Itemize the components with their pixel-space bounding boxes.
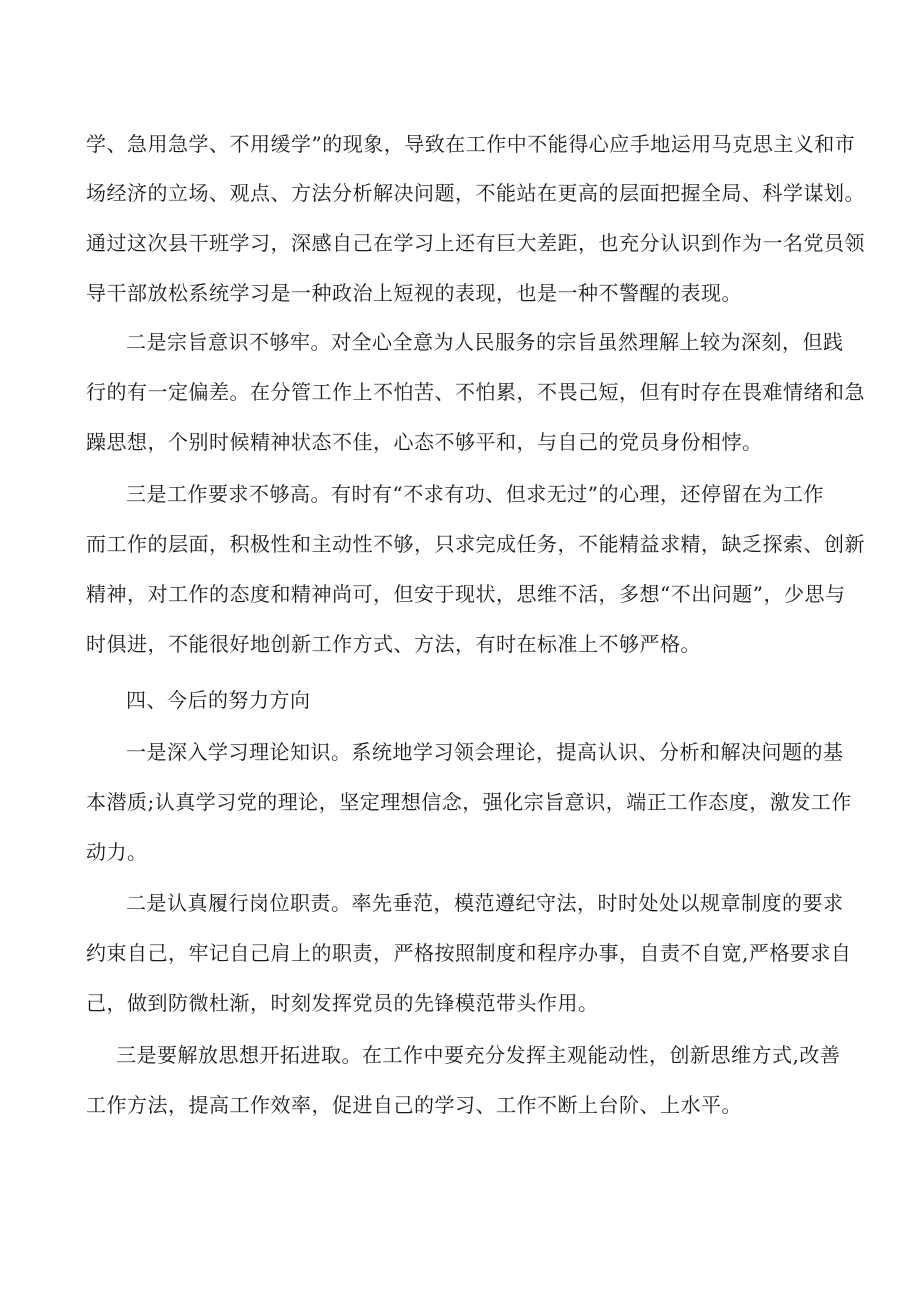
paragraph-heading-line: 二是认真履行岗位职责。率先垂范，模范遵纪守法，时时处处以规章制度的要求: [126, 891, 844, 915]
text-line: 工作方法，提高工作效率，促进自己的学习、工作不断上台阶、上水平。: [86, 1093, 742, 1117]
text-line: 通过这次县干班学习，深感自己在学习上还有巨大差距，也充分认识到作为一名党员领: [86, 231, 865, 255]
text-line: 行的有一定偏差。在分管工作上不怕苦、不怕累，不畏己短，但有时存在畏难情绪和急: [86, 380, 865, 404]
paragraph-heading-line: 三是工作要求不够高。有时有“不求有功、但求无过”的心理，还停留在为工作: [126, 482, 824, 506]
text-line: 本潜质;认真学习党的理论，坚定理想信念，强化宗旨意识，端正工作态度，激发工作: [86, 790, 852, 814]
text-line: 己，做到防微杜渐，时刻发挥党员的先锋模范带头作用。: [86, 991, 599, 1015]
paragraph-heading-line: 一是深入学习理论知识。系统地学习领会理论，提高认识、分析和解决问题的基: [126, 740, 844, 764]
text-line: 精神，对工作的态度和精神尚可，但安于现状，思维不活，多想“不出问题”，少思与: [86, 582, 846, 606]
text-line: 而工作的层面，积极性和主动性不够，只求完成任务，不能精益求精，缺乏探索、创新: [86, 532, 865, 556]
text-line: 时俱进，不能很好地创新工作方式、方法，有时在标准上不够严格。: [86, 632, 701, 656]
text-line: 导干部放松系统学习是一种政治上短视的表现，也是一种不警醒的表现。: [86, 281, 742, 305]
text-line: 躁思想，个别时候精神状态不佳，心态不够平和，与自己的党员身份相悖。: [86, 430, 763, 454]
text-line: 动力。: [86, 840, 148, 864]
section-heading: 四、今后的努力方向: [126, 688, 311, 712]
paragraph-heading-line: 二是宗旨意识不够牢。对全心全意为人民服务的宗旨虽然理解上较为深刻，但践: [126, 330, 844, 354]
paragraph-heading-line: 三是要解放思想开拓进取。在工作中要充分发挥主观能动性，创新思维方式,改善: [116, 1043, 841, 1067]
text-line: 场经济的立场、观点、方法分析解决问题，不能站在更高的层面把握全局、科学谋划。: [86, 181, 865, 205]
text-line: 约束自己，牢记自己肩上的职责，严格按照制度和程序办事，自责不自宽,严格要求自: [86, 941, 852, 965]
text-line: 学、急用急学、不用缓学”的现象，导致在工作中不能得心应手地运用马克思主义和市: [86, 132, 856, 156]
